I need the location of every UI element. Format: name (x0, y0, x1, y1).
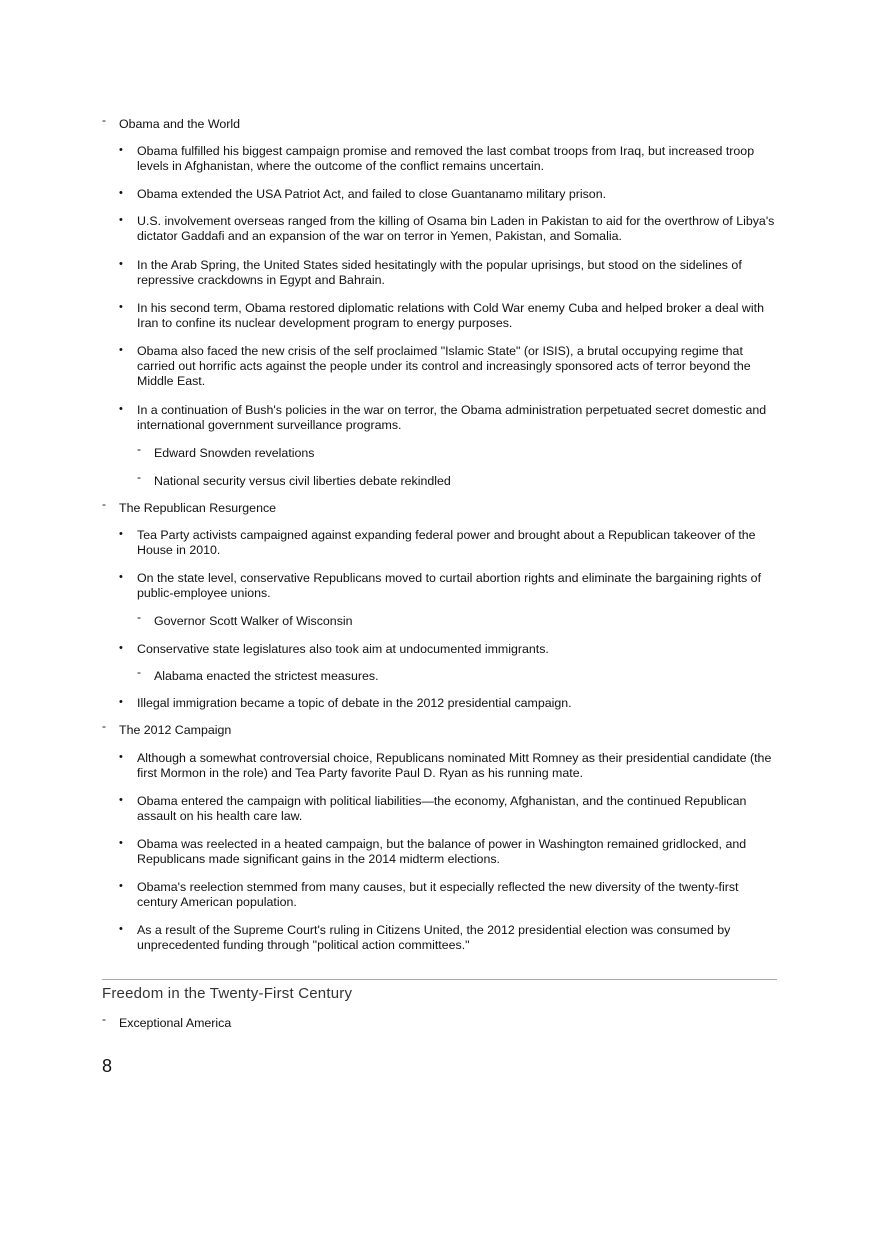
outline-item-level1 (102, 113, 779, 132)
bullet-marker: • (119, 837, 123, 849)
dash-marker: - (102, 1012, 106, 1026)
item-text: Obama was reelected in a heated campaign, but the balance of power in Washington remained gridlocked, and Republicans made significant gains in the 2014 midterm elections. (137, 837, 747, 867)
bullet-marker: • (119, 258, 123, 270)
section-heading: Freedom in the Twenty-First Century (102, 985, 353, 1002)
item-text: As a result of the Supreme Court's ruling in Citizens United, the 2012 presidential election was consumed by unprecedented funding through "political action committees." (137, 923, 731, 953)
bullet-item (119, 642, 777, 657)
bullet-marker: • (119, 751, 123, 763)
item-text: Conservative state legislatures also took aim at undocumented immigrants. (137, 642, 549, 656)
bullet-marker: • (119, 301, 123, 313)
sub-item (137, 470, 774, 489)
bullet-marker: • (119, 880, 123, 892)
bullet-marker: • (119, 214, 123, 226)
bullet-marker: • (119, 344, 123, 356)
item-text: In the Arab Spring, the United States sided hesitatingly with the popular uprisings, but stood on the sidelines of repressive crackdowns in Egypt and Bahrain. (137, 258, 742, 288)
item-text: Edward Snowden revelations (154, 446, 315, 460)
bullet-item (119, 794, 777, 824)
bullet-marker: • (119, 187, 123, 199)
item-text: Obama entered the campaign with political liabilities—the economy, Afghanistan, and the continued Republican assault on his health care law. (137, 794, 747, 824)
bullet-marker: • (119, 403, 123, 415)
item-text: Obama fulfilled his biggest campaign promise and removed the last combat troops from Iraq, but increased troop levels in Afghanistan, where the outcome of the conflict remains uncertain. (137, 144, 755, 174)
bullet-item (119, 528, 777, 558)
section-divider (102, 979, 777, 980)
dash-marker: - (102, 113, 106, 127)
dash-marker: - (137, 610, 141, 624)
sub-item (137, 610, 774, 629)
bullet-marker: • (119, 696, 123, 708)
sub-item (137, 442, 774, 461)
sub-item (137, 665, 774, 684)
bullet-item (119, 923, 777, 953)
bullet-item (119, 837, 777, 867)
dash-marker: - (102, 497, 106, 511)
bullet-item (119, 144, 777, 174)
item-text: The Republican Resurgence (119, 501, 277, 515)
item-text: Exceptional America (119, 1016, 232, 1030)
outline-item-level1 (102, 719, 779, 738)
item-text: In his second term, Obama restored diplomatic relations with Cold War enemy Cuba and helped broker a deal with Iran to confine its nuclear development program to energy purposes. (137, 301, 764, 331)
bullet-item (119, 751, 777, 781)
bullet-item (119, 696, 777, 711)
outline-item-level1 (102, 497, 779, 516)
item-text: Illegal immigration became a topic of debate in the 2012 presidential campaign. (137, 696, 572, 710)
dash-marker: - (102, 719, 106, 733)
bullet-marker: • (119, 571, 123, 583)
item-text: Governor Scott Walker of Wisconsin (154, 614, 353, 628)
dash-marker: - (137, 665, 141, 679)
item-text: Tea Party activists campaigned against expanding federal power and brought about a Republican takeover of the House in 2010. (137, 528, 756, 558)
bullet-item (119, 403, 777, 433)
bullet-item (119, 187, 777, 202)
dash-marker: - (137, 470, 141, 484)
item-text: National security versus civil liberties debate rekindled (154, 474, 451, 488)
item-text: Obama's reelection stemmed from many causes, but it especially reflected the new diversity of the twenty-first century American population. (137, 880, 739, 910)
item-text: In a continuation of Bush's policies in the war on terror, the Obama administration perpetuated secret domestic and international government surveillance programs. (137, 403, 767, 433)
item-text: U.S. involvement overseas ranged from the killing of Osama bin Laden in Pakistan to aid for the overthrow of Libya's dictator Gaddafi and an expansion of the war on terror in Yemen, Pakistan, and Somalia. (137, 214, 775, 244)
bullet-item (119, 214, 777, 244)
bullet-item (119, 301, 777, 331)
bullet-marker: • (119, 528, 123, 540)
item-text: Obama and the World (119, 117, 240, 131)
item-text: Alabama enacted the strictest measures. (154, 669, 379, 683)
item-text: The 2012 Campaign (119, 723, 232, 737)
bullet-item (119, 344, 777, 390)
item-text: Obama also faced the new crisis of the self proclaimed "Islamic State" (or ISIS), a brutal occupying regime that carried out horrific acts against the people under its control and increasingly sponsored acts of terror beyond the Middle East. (137, 344, 751, 389)
bullet-marker: • (119, 923, 123, 935)
bullet-item (119, 258, 777, 288)
item-text: Obama extended the USA Patriot Act, and failed to close Guantanamo military prison. (137, 187, 607, 201)
page-number: 8 (102, 1056, 113, 1076)
dash-marker: - (137, 442, 141, 456)
bullet-item (119, 571, 777, 601)
item-text: On the state level, conservative Republicans moved to curtail abortion rights and eliminate the bargaining rights of public-employee unions. (137, 571, 762, 601)
bullet-marker: • (119, 144, 123, 156)
item-text: Although a somewhat controversial choice, Republicans nominated Mitt Romney as their presidential candidate (the first Mormon in the role) and Tea Party favorite Paul D. Ryan as his running mate. (137, 751, 772, 781)
outline-item-level1 (102, 1012, 779, 1031)
bullet-marker: • (119, 642, 123, 654)
bullet-item (119, 880, 777, 910)
bullet-marker: • (119, 794, 123, 806)
